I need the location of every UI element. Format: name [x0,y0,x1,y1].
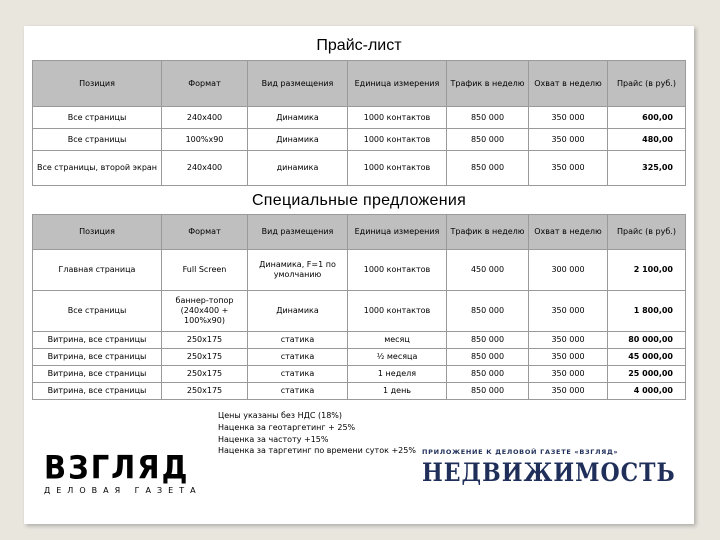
cell-unit: 1 неделя [348,366,447,383]
cell-reach: 350 000 [529,107,608,129]
header-unit: Единица измерения [348,61,447,107]
vzglyad-logo [44,448,204,495]
cell-unit: месяц [348,332,447,349]
cell-reach: 350 000 [529,349,608,366]
price-list-slide [24,26,694,524]
header-traffic: Трафик в неделю [447,215,529,250]
cell-reach: 350 000 [529,129,608,151]
cell-price: 45 000,00 [608,349,686,366]
note-line: Наценка за геотаргетинг + 25% [218,422,356,432]
cell-position: Все страницы [33,291,162,332]
cell-unit: 1000 контактов [348,250,447,291]
vzglyad-logo-subtitle: ДЕЛОВАЯ ГАЗЕТА [44,486,202,495]
cell-traffic: 850 000 [447,151,529,186]
cell-position: Витрина, все страницы [33,366,162,383]
cell-placement: динамика [248,151,348,186]
cell-reach: 300 000 [529,250,608,291]
cell-reach: 350 000 [529,383,608,400]
cell-traffic: 850 000 [447,349,529,366]
cell-unit: 1000 контактов [348,291,447,332]
vzglyad-logo-text: ВЗГЛЯД [44,448,190,487]
cell-format: 250х175 [162,383,248,400]
cell-price: 480,00 [608,129,686,151]
cell-reach: 350 000 [529,366,608,383]
pricing-notes [218,410,418,457]
cell-format: 250х175 [162,332,248,349]
cell-format: 250х175 [162,349,248,366]
header-placement: Вид размещения [248,61,348,107]
cell-placement: статика [248,332,348,349]
cell-placement: статика [248,349,348,366]
cell-reach: 350 000 [529,332,608,349]
table-row [33,349,686,366]
cell-price: 1 800,00 [608,291,686,332]
table-row [33,366,686,383]
table-row [33,151,686,186]
cell-traffic: 850 000 [447,383,529,400]
cell-unit: 1 день [348,383,447,400]
header-placement: Вид размещения [248,215,348,250]
cell-traffic: 850 000 [447,332,529,349]
header-price: Прайс (в руб.) [608,61,686,107]
header-format: Формат [162,215,248,250]
cell-format: 240х400 [162,107,248,129]
note-line: Цены указаны без НДС (18%) [218,411,343,420]
note-line: Наценка за частоту +15% [218,434,329,444]
nedvizhimost-logo-text: НЕДВИЖИМОСТЬ [422,458,676,488]
header-format: Формат [162,61,248,107]
header-reach: Охват в неделю [529,215,608,250]
header-unit: Единица измерения [348,215,447,250]
header-traffic: Трафик в неделю [447,61,529,107]
cell-reach: 350 000 [529,151,608,186]
cell-unit: 1000 контактов [348,129,447,151]
nedvizhimost-logo-subtitle: ПРИЛОЖЕНИЕ К ДЕЛОВОЙ ГАЗЕТЕ «ВЗГЛЯД» [422,448,619,456]
cell-price: 325,00 [608,151,686,186]
cell-position: Витрина, все страницы [33,349,162,366]
cell-placement: статика [248,366,348,383]
cell-placement: Динамика, F=1 по умолчанию [248,250,348,291]
cell-unit: 1000 контактов [348,151,447,186]
table-header-row [33,61,686,107]
cell-price: 600,00 [608,107,686,129]
cell-format: баннер-топор (240х400 + 100%х90) [162,291,248,332]
header-reach: Охват в неделю [529,61,608,107]
table-row [33,332,686,349]
cell-placement: Динамика [248,291,348,332]
cell-price: 80 000,00 [608,332,686,349]
special-offers-title: Специальные предложения [251,192,467,209]
cell-traffic: 450 000 [447,250,529,291]
cell-format: 240х400 [162,151,248,186]
cell-price: 25 000,00 [608,366,686,383]
header-position: Позиция [33,61,162,107]
table-header-row [33,215,686,250]
cell-position: Витрина, все страницы [33,332,162,349]
cell-traffic: 850 000 [447,366,529,383]
cell-unit: ½ месяца [348,349,447,366]
cell-position: Все страницы [33,107,162,129]
cell-traffic: 850 000 [447,129,529,151]
table-row [33,107,686,129]
cell-traffic: 850 000 [447,107,529,129]
table-row [33,383,686,400]
table-row [33,291,686,332]
page-title: Прайс-лист [316,37,402,54]
price-table [32,60,686,186]
nedvizhimost-logo [422,448,682,488]
cell-position: Главная страница [33,250,162,291]
cell-position: Все страницы [33,129,162,151]
header-position: Позиция [33,215,162,250]
table-row [33,129,686,151]
cell-format: 100%х90 [162,129,248,151]
cell-position: Витрина, все страницы [33,383,162,400]
special-offers-table [32,214,686,400]
cell-reach: 350 000 [529,291,608,332]
cell-position: Все страницы, второй экран [33,151,162,186]
cell-format: 250х175 [162,366,248,383]
cell-price: 4 000,00 [608,383,686,400]
note-line: Наценка за таргетинг по времени суток +25% [218,446,416,456]
cell-placement: статика [248,383,348,400]
header-price: Прайс (в руб.) [608,215,686,250]
cell-traffic: 850 000 [447,291,529,332]
cell-unit: 1000 контактов [348,107,447,129]
cell-placement: Динамика [248,129,348,151]
table-row [33,250,686,291]
cell-placement: Динамика [248,107,348,129]
cell-format: Full Screen [162,250,248,291]
cell-price: 2 100,00 [608,250,686,291]
